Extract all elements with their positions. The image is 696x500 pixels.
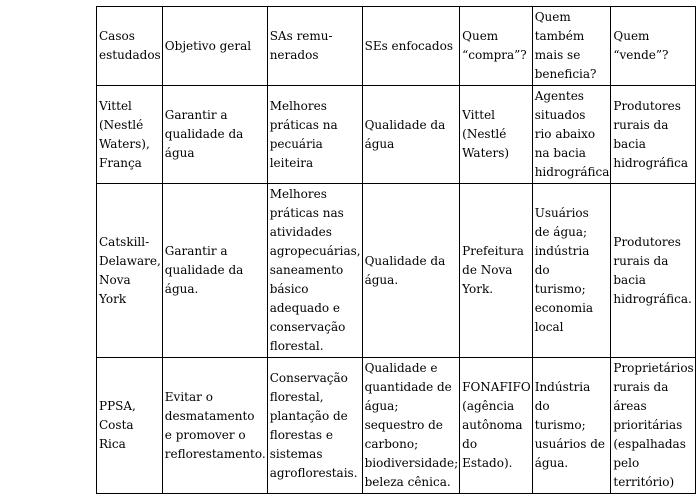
header-cell-vende: Quem “vende”? [611,7,695,86]
table-cell: Agentes situados rio abaixo na bacia hidrográfica [532,86,611,184]
table-cell: Melhores práticas nas atividades agropecuárias, saneamento básico adequado e conservação florestal. [267,184,362,358]
table-cell: Vittel (Nestlé Waters), França [97,86,163,184]
table-cell: Qualidade da água [362,86,460,184]
table-cell: FONAFIFO (agência autônoma do Estado). [460,358,533,494]
table-cell: Proprietários rurais da áreas prioritárias (espalhadas pelo território) [611,358,695,494]
table-row [97,184,696,358]
table-cell: Produtores rurais da bacia hidrográfica [611,86,695,184]
table-cell: Melhores práticas na pecuária leiteira [267,86,362,184]
table-cell: Qualidade da água. [362,184,460,358]
header-cell-ses: SEs enfocados [362,7,460,86]
table-cell: Garantir a qualidade da água. [162,184,267,358]
table-row [97,358,696,494]
table-cell: PPSA, Costa Rica [97,358,163,494]
table-cell: Catskill- Delaware, Nova York [97,184,163,358]
pse-cases-table [96,6,696,494]
table-cell: Indústria do turismo; usuários de água. [532,358,611,494]
header-cell-compra: Quem “compra”? [460,7,533,86]
table-cell: Garantir a qualidade da água [162,86,267,184]
table-cell: Evitar o desmatamento e promover o reflorestamento. [162,358,267,494]
header-cell-casos: Casos estudados [97,7,163,86]
table-cell: Qualidade e quantidade de água; sequestro de carbono; biodiversidade; beleza cênica. [362,358,460,494]
header-cell-objetivo: Objetivo geral [162,7,267,86]
table-cell: Produtores rurais da bacia hidrográfica. [611,184,695,358]
table-cell: Vittel (Nestlé Waters) [460,86,533,184]
table-cell: Conservação florestal, plantação de florestas e sistemas agroflorestais. [267,358,362,494]
header-cell-beneficia: Quem também mais se beneficia? [532,7,611,86]
table-row [97,86,696,184]
table-cell: Usuários de água; indústria do turismo; economia local [532,184,611,358]
header-row [97,7,696,86]
table-cell: Prefeitura de Nova York. [460,184,533,358]
header-cell-sas: SAs remu- nerados [267,7,362,86]
